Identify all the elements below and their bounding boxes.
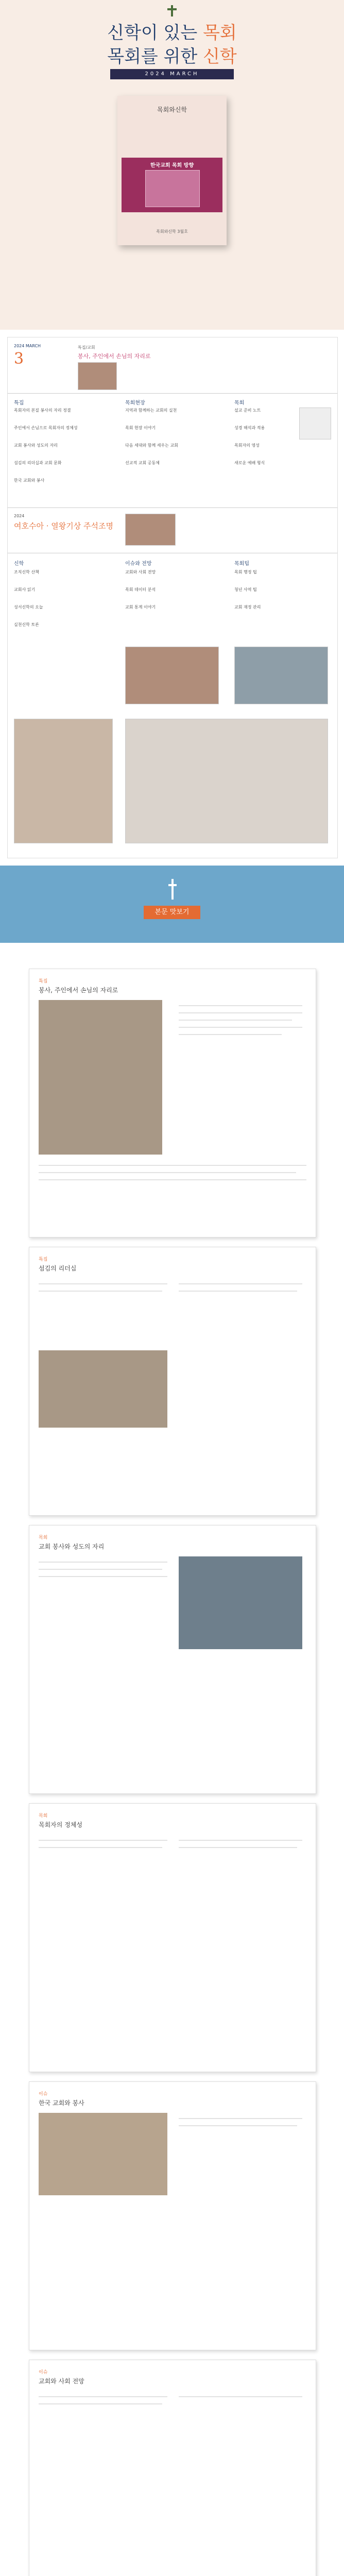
preview-title: 교회와 사회 전망 bbox=[39, 2378, 84, 2385]
toc-series-label: 2024 bbox=[14, 514, 25, 518]
toc-col1-item-4[interactable]: 섬김의 리더십과 교회 문화 bbox=[14, 461, 62, 465]
text-line bbox=[39, 2403, 162, 2404]
text-line bbox=[39, 1576, 167, 1577]
toc-col4-item-1[interactable]: 조직신학 산책 bbox=[14, 570, 39, 574]
preview-head: 목회 bbox=[39, 1535, 48, 1540]
text-line bbox=[179, 2125, 297, 2126]
text-line bbox=[179, 1840, 302, 1841]
toc-col6-item-2[interactable]: 청년 사역 팁 bbox=[234, 587, 257, 592]
text-line bbox=[179, 1012, 302, 1013]
toc-col4-head: 신학 bbox=[14, 561, 24, 567]
toc-col2-item-3[interactable]: 다음 세대와 함께 세우는 교회 bbox=[125, 443, 178, 448]
toc-col2-head: 목회현장 bbox=[125, 400, 145, 406]
cover-band-title: 한국교회 목회 방향 bbox=[150, 163, 194, 168]
section-banner-label: 본문 맛보기 bbox=[144, 906, 200, 919]
preview-title: 봉사, 주인에서 손님의 자리로 bbox=[39, 987, 118, 994]
text-line bbox=[39, 1562, 167, 1563]
toc-col3-head: 목회 bbox=[234, 400, 245, 406]
cover-footer: 목회와신학 3월호 bbox=[156, 229, 188, 234]
preview-title: 목회자의 정체성 bbox=[39, 1821, 82, 1828]
toc-col4-item-4[interactable]: 실천신학 토론 bbox=[14, 622, 39, 627]
toc-col3-item-4[interactable]: 새로운 예배 형식 bbox=[234, 461, 265, 465]
toc-col1-item-2[interactable]: 주인에서 손님으로 목회자의 정체성 bbox=[14, 426, 78, 430]
toc-col3-item-2[interactable]: 성경 해석과 적용 bbox=[234, 426, 265, 430]
preview-photo bbox=[179, 1556, 302, 1649]
text-line bbox=[39, 1847, 162, 1848]
toc-special-label: 특집/교회 bbox=[78, 345, 95, 350]
toc-col1-item-3[interactable]: 교회 봉사와 성도의 자리 bbox=[14, 443, 58, 448]
toc-col4-item-2[interactable]: 교회사 읽기 bbox=[14, 587, 36, 592]
hero-title-line1: 신학이 있는 목회 bbox=[107, 23, 237, 43]
cover-band bbox=[122, 158, 222, 212]
divider bbox=[8, 393, 337, 394]
toc-col1-item-1[interactable]: 목회자의 본질 봉사의 자리 정결 bbox=[14, 408, 71, 413]
qr-code bbox=[299, 408, 331, 439]
text-line bbox=[39, 1840, 167, 1841]
hero-title-line2: 목회를 위한 신학 bbox=[107, 46, 237, 67]
preview-page bbox=[29, 969, 316, 1238]
preview-photo bbox=[39, 1350, 167, 1428]
text-line bbox=[179, 1847, 297, 1848]
toc-feature-image-2 bbox=[234, 647, 328, 704]
toc-col5-head: 이슈와 전망 bbox=[125, 561, 152, 567]
toc-col6-head: 목회팁 bbox=[234, 561, 249, 567]
preview-photo bbox=[39, 1000, 162, 1155]
text-line bbox=[39, 1569, 162, 1570]
toc-special-title: 봉사, 주인에서 손님의 자리로 bbox=[78, 353, 151, 360]
text-line bbox=[179, 1034, 282, 1035]
text-line bbox=[179, 2118, 302, 2119]
preview-title: 교회 봉사와 성도의 자리 bbox=[39, 1543, 105, 1550]
toc-series-title: 여호수아 · 열왕기상 주석조명 bbox=[14, 521, 113, 531]
text-line bbox=[39, 1179, 306, 1180]
hero-section bbox=[0, 0, 344, 330]
cross-icon bbox=[168, 879, 177, 900]
text-line bbox=[179, 2396, 302, 2397]
preview-title: 한국 교회와 봉사 bbox=[39, 2099, 84, 2107]
toc-col2-item-4[interactable]: 선교적 교회 공동체 bbox=[125, 461, 160, 465]
text-line bbox=[179, 1020, 292, 1021]
text-line bbox=[39, 2396, 167, 2397]
preview-page bbox=[29, 1803, 316, 2072]
toc-col5-item-2[interactable]: 목회 데이터 분석 bbox=[125, 587, 156, 592]
toc-col1-item-5[interactable]: 한국 교회와 봉사 bbox=[14, 478, 45, 483]
cover-small-title: 목회와신학 bbox=[157, 106, 187, 113]
text-line bbox=[39, 1172, 296, 1173]
preview-photo bbox=[39, 2113, 167, 2195]
logo-icon bbox=[166, 5, 178, 16]
preview-head: 이슈 bbox=[39, 2370, 48, 2375]
text-line bbox=[179, 1291, 297, 1292]
toc-issue-label: 2024 MARCH bbox=[14, 344, 41, 348]
toc-col1-head: 특집 bbox=[14, 400, 24, 406]
text-line bbox=[39, 1165, 306, 1166]
toc-issue-number: 3 bbox=[14, 350, 24, 368]
text-line bbox=[179, 1005, 302, 1006]
toc-thumbnail bbox=[78, 362, 117, 390]
toc-feature-image bbox=[125, 647, 219, 704]
preview-page bbox=[29, 2360, 316, 2576]
toc-col3-item-1[interactable]: 설교 준비 노트 bbox=[234, 408, 261, 413]
preview-head: 목회 bbox=[39, 1814, 48, 1819]
preview-page bbox=[29, 2081, 316, 2350]
toc-col2-item-2[interactable]: 목회 현장 이야기 bbox=[125, 426, 156, 430]
table-of-contents bbox=[7, 337, 338, 858]
magazine-cover bbox=[117, 96, 227, 245]
text-line bbox=[39, 1291, 162, 1292]
toc-wide-image bbox=[125, 719, 328, 843]
section-banner bbox=[0, 866, 344, 943]
cover-image bbox=[145, 170, 200, 207]
text-line bbox=[179, 1027, 302, 1028]
preview-head: 특집 bbox=[39, 1257, 48, 1262]
toc-col4-item-3[interactable]: 성서신학의 오늘 bbox=[14, 605, 43, 609]
toc-col5-item-1[interactable]: 교회와 사회 전망 bbox=[125, 570, 156, 574]
text-line bbox=[39, 1283, 167, 1284]
text-line bbox=[179, 1283, 302, 1284]
preview-title: 섬김의 리더십 bbox=[39, 1265, 77, 1272]
toc-col5-item-3[interactable]: 교회 통계 이야기 bbox=[125, 605, 156, 609]
issue-date-band: 2024 MARCH bbox=[110, 69, 234, 79]
toc-col6-item-1[interactable]: 목회 행정 팁 bbox=[234, 570, 257, 574]
toc-portrait-image bbox=[14, 719, 113, 843]
divider bbox=[8, 507, 337, 508]
preview-head: 이슈 bbox=[39, 2092, 48, 2097]
preview-head: 특집 bbox=[39, 979, 48, 984]
preview-page bbox=[29, 1247, 316, 1516]
toc-col6-item-3[interactable]: 교회 재정 관리 bbox=[234, 605, 261, 609]
toc-series-thumbnail bbox=[125, 514, 176, 546]
preview-page bbox=[29, 1525, 316, 1794]
toc-col2-item-1[interactable]: 지역과 함께하는 교회의 실천 bbox=[125, 408, 177, 413]
toc-col3-item-3[interactable]: 목회자의 영성 bbox=[234, 443, 260, 448]
